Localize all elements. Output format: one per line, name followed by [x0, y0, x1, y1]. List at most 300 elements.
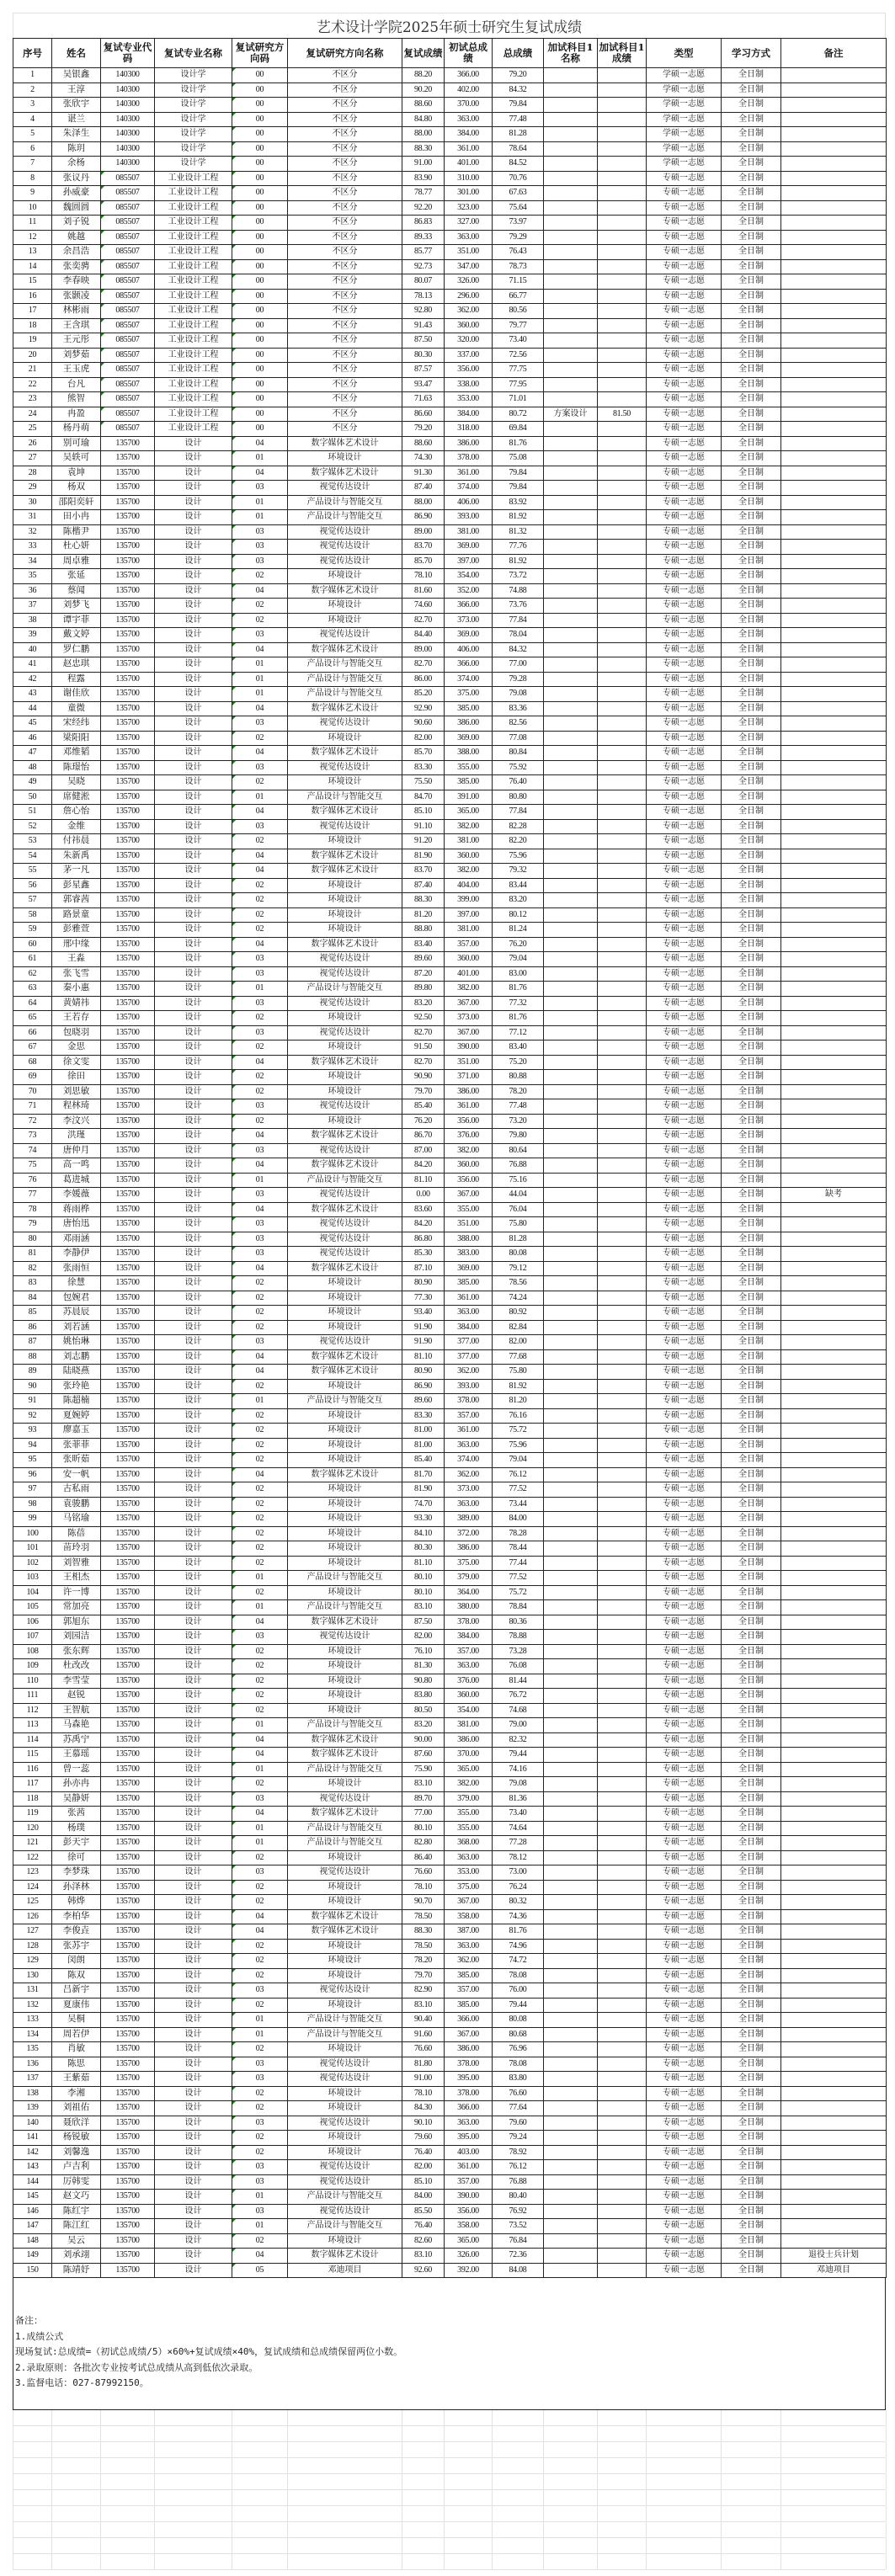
- name-cell: 唐仲月: [52, 1143, 101, 1158]
- remarks-cell: [781, 1041, 887, 1056]
- grid-line: [492, 2522, 493, 2537]
- extra-subject-score-cell: [598, 1011, 647, 1026]
- extra-subject-name-cell: [544, 1276, 598, 1291]
- study-mode-cell: 全日制: [722, 1055, 781, 1070]
- extra-subject-score-cell: [598, 966, 647, 982]
- grid-line: [646, 2490, 647, 2505]
- table-row: [13, 2086, 887, 2101]
- table-row: [13, 1674, 887, 1689]
- extra-subject-score-cell: [598, 1025, 647, 1041]
- type-cell: 专硕一志愿: [647, 1011, 722, 1026]
- grid-line: [100, 2506, 101, 2521]
- type-cell: 专硕一志愿: [647, 554, 722, 569]
- type-cell: 专硕一志愿: [647, 1276, 722, 1291]
- total-score-cell: 82.56: [493, 716, 544, 732]
- seq-cell: 116: [13, 1762, 52, 1777]
- seq-cell: 136: [13, 2057, 52, 2072]
- major-name-cell: 设计: [155, 923, 232, 938]
- direction-name-cell: 数字媒体艺术设计: [288, 937, 402, 952]
- major-code-cell: 135700: [101, 1600, 155, 1615]
- name-cell: 刘承翊: [52, 2249, 101, 2264]
- major-code-cell: 135700: [101, 599, 155, 614]
- seq-cell: 4: [13, 112, 52, 127]
- total-score-cell: 73.00: [493, 1865, 544, 1881]
- major-code-cell: 135700: [101, 481, 155, 496]
- direction-code-cell: 03: [232, 1335, 288, 1350]
- table-row: [13, 98, 887, 113]
- initial-score-cell: 363.00: [445, 1438, 493, 1453]
- table-row: [13, 68, 887, 83]
- retest-score-cell: 89.33: [402, 230, 445, 245]
- major-code-cell: 135700: [101, 657, 155, 673]
- extra-subject-name-cell: [544, 1732, 598, 1748]
- major-name-cell: 设计: [155, 2219, 232, 2234]
- direction-name-cell: 环境设计: [288, 1320, 402, 1335]
- name-cell: 安一帆: [52, 1467, 101, 1482]
- initial-score-cell: 357.00: [445, 937, 493, 952]
- grid-line: [597, 2522, 598, 2537]
- type-cell: 专硕一志愿: [647, 746, 722, 761]
- retest-score-cell: 87.50: [402, 1615, 445, 1630]
- direction-name-cell: 环境设计: [288, 775, 402, 790]
- major-name-cell: 设计: [155, 1453, 232, 1468]
- retest-score-cell: 84.00: [402, 2190, 445, 2205]
- table-row: [13, 672, 887, 687]
- direction-name-cell: 数字媒体艺术设计: [288, 642, 402, 657]
- extra-subject-score-cell: [598, 849, 647, 864]
- major-code-cell: 135700: [101, 731, 155, 746]
- empty-grid-row: [13, 2506, 886, 2522]
- extra-subject-name-cell: [544, 731, 598, 746]
- table-row: [13, 2233, 887, 2249]
- type-cell: 专硕一志愿: [647, 1055, 722, 1070]
- retest-score-cell: 77.30: [402, 1291, 445, 1306]
- initial-score-cell: 362.00: [445, 1467, 493, 1482]
- extra-subject-name-cell: [544, 1482, 598, 1498]
- retest-score-cell: 85.40: [402, 1099, 445, 1115]
- type-cell: 专硕一志愿: [647, 2160, 722, 2175]
- table-row: [13, 1114, 887, 1129]
- extra-subject-name-cell: [544, 554, 598, 569]
- seq-cell: 89: [13, 1365, 52, 1380]
- major-name-cell: 设计: [155, 583, 232, 599]
- direction-code-cell: 02: [232, 1674, 288, 1689]
- extra-subject-name-cell: [544, 318, 598, 333]
- name-cell: 李媛薇: [52, 1188, 101, 1203]
- major-code-cell: 085507: [101, 304, 155, 319]
- extra-subject-name-cell: [544, 2174, 598, 2190]
- total-score-cell: 80.08: [493, 1247, 544, 1262]
- score-sheet: [13, 13, 886, 2410]
- remarks-cell: [781, 216, 887, 231]
- direction-code-cell: 00: [232, 289, 288, 304]
- initial-score-cell: 301.00: [445, 186, 493, 201]
- direction-name-cell: 数字媒体艺术设计: [288, 1615, 402, 1630]
- major-code-cell: 135700: [101, 2233, 155, 2249]
- extra-subject-score-cell: [598, 952, 647, 967]
- initial-score-cell: 375.00: [445, 1556, 493, 1571]
- direction-code-cell: 03: [232, 2072, 288, 2087]
- direction-name-cell: 产品设计与智能交互: [288, 2219, 402, 2234]
- retest-score-cell: 80.10: [402, 1585, 445, 1600]
- direction-name-cell: 产品设计与智能交互: [288, 1394, 402, 1409]
- type-cell: 专硕一志愿: [647, 716, 722, 732]
- direction-code-cell: 03: [232, 1865, 288, 1881]
- remarks-cell: [781, 1571, 887, 1586]
- remarks-cell: [781, 2174, 887, 2190]
- name-cell: 邓雨涵: [52, 1232, 101, 1247]
- table-row: [13, 186, 887, 201]
- major-name-cell: 设计: [155, 1261, 232, 1276]
- direction-name-cell: 环境设计: [288, 1777, 402, 1792]
- table-row: [13, 701, 887, 716]
- initial-score-cell: 382.00: [445, 982, 493, 997]
- major-code-cell: 135700: [101, 2101, 155, 2116]
- seq-cell: 119: [13, 1807, 52, 1822]
- initial-score-cell: 386.00: [445, 1541, 493, 1557]
- table-row: [13, 1983, 887, 1999]
- direction-code-cell: 04: [232, 466, 288, 481]
- grid-line: [597, 2506, 598, 2521]
- table-row: [13, 1438, 887, 1453]
- total-score-cell: 84.32: [493, 82, 544, 98]
- remarks-cell: [781, 1777, 887, 1792]
- extra-subject-name-cell: [544, 2219, 598, 2234]
- major-code-cell: 135700: [101, 687, 155, 702]
- direction-name-cell: 数字媒体艺术设计: [288, 2249, 402, 2264]
- initial-score-cell: 379.00: [445, 1791, 493, 1807]
- total-score-cell: 79.84: [493, 98, 544, 113]
- name-cell: 陈超楠: [52, 1394, 101, 1409]
- major-name-cell: 设计: [155, 1438, 232, 1453]
- total-score-cell: 81.92: [493, 510, 544, 525]
- total-score-cell: 76.84: [493, 2233, 544, 2249]
- direction-name-cell: 环境设计: [288, 1954, 402, 1969]
- major-code-cell: 135700: [101, 1158, 155, 1174]
- major-name-cell: 设计: [155, 613, 232, 628]
- major-name-cell: 设计: [155, 1954, 232, 1969]
- remarks-cell: [781, 1762, 887, 1777]
- extra-subject-score-cell: [598, 1055, 647, 1070]
- grid-line: [100, 2410, 101, 2425]
- initial-score-cell: 367.00: [445, 2027, 493, 2042]
- direction-name-cell: 视觉传达设计: [288, 628, 402, 643]
- initial-score-cell: 382.00: [445, 1777, 493, 1792]
- major-name-cell: 工业设计工程: [155, 318, 232, 333]
- extra-subject-score-cell: [598, 1424, 647, 1439]
- extra-subject-score-cell: [598, 495, 647, 510]
- direction-code-cell: 03: [232, 819, 288, 834]
- remarks-cell: [781, 834, 887, 849]
- extra-subject-name-cell: [544, 923, 598, 938]
- extra-subject-name-cell: [544, 1232, 598, 1247]
- table-row: [13, 451, 887, 466]
- table-row: [13, 2219, 887, 2234]
- study-mode-cell: 全日制: [722, 481, 781, 496]
- direction-name-cell: 数字媒体艺术设计: [288, 1732, 402, 1748]
- direction-name-cell: 数字媒体艺术设计: [288, 1807, 402, 1822]
- study-mode-cell: 全日制: [722, 1615, 781, 1630]
- remarks-cell: [781, 569, 887, 584]
- type-cell: 专硕一志愿: [647, 289, 722, 304]
- direction-name-cell: 不区分: [288, 363, 402, 378]
- name-cell: 苏禹宁: [52, 1732, 101, 1748]
- name-cell: 陈双: [52, 1968, 101, 1983]
- remarks-cell: [781, 2116, 887, 2131]
- extra-subject-score-cell: [598, 1924, 647, 1940]
- remarks-cell: [781, 1748, 887, 1763]
- type-cell: 专硕一志愿: [647, 245, 722, 260]
- retest-score-cell: 88.30: [402, 1924, 445, 1940]
- direction-name-cell: 产品设计与智能交互: [288, 657, 402, 673]
- study-mode-cell: 全日制: [722, 289, 781, 304]
- grid-line: [444, 2506, 445, 2521]
- type-cell: 专硕一志愿: [647, 1025, 722, 1041]
- type-cell: 专硕一志愿: [647, 1762, 722, 1777]
- extra-subject-name-cell: [544, 569, 598, 584]
- name-cell: 曾一蕊: [52, 1762, 101, 1777]
- direction-code-cell: 00: [232, 392, 288, 407]
- major-name-cell: 设计: [155, 2086, 232, 2101]
- name-cell: 邓维韬: [52, 746, 101, 761]
- extra-subject-name-cell: [544, 112, 598, 127]
- total-score-cell: 77.44: [493, 1556, 544, 1571]
- type-cell: 学硕一志愿: [647, 157, 722, 172]
- table-row: [13, 657, 887, 673]
- grid-line: [492, 2410, 493, 2425]
- major-code-cell: 135700: [101, 1526, 155, 1541]
- direction-name-cell: 产品设计与智能交互: [288, 495, 402, 510]
- extra-subject-score-cell: [598, 82, 647, 98]
- study-mode-cell: 全日制: [722, 2042, 781, 2057]
- table-row: [13, 348, 887, 363]
- total-score-cell: 83.92: [493, 495, 544, 510]
- total-score-cell: 44.04: [493, 1188, 544, 1203]
- table-row: [13, 1762, 887, 1777]
- seq-cell: 65: [13, 1011, 52, 1026]
- name-cell: 李湘: [52, 2086, 101, 2101]
- initial-score-cell: 361.00: [445, 466, 493, 481]
- col-header-seq: 序号: [13, 39, 52, 68]
- retest-score-cell: 86.40: [402, 1850, 445, 1865]
- remarks-cell: [781, 1217, 887, 1232]
- study-mode-cell: 全日制: [722, 422, 781, 437]
- major-code-cell: 135700: [101, 451, 155, 466]
- type-cell: 学硕一志愿: [647, 112, 722, 127]
- name-cell: 刘梦茹: [52, 348, 101, 363]
- seq-cell: 55: [13, 864, 52, 879]
- direction-name-cell: 环境设计: [288, 569, 402, 584]
- table-body: [13, 68, 887, 2278]
- table-row: [13, 2174, 887, 2190]
- direction-code-cell: 01: [232, 672, 288, 687]
- seq-cell: 107: [13, 1630, 52, 1645]
- retest-score-cell: 76.60: [402, 2042, 445, 2057]
- retest-score-cell: 76.20: [402, 1114, 445, 1129]
- direction-name-cell: 产品设计与智能交互: [288, 982, 402, 997]
- name-cell: 王含琪: [52, 318, 101, 333]
- name-cell: 魏圆圆: [52, 200, 101, 216]
- remarks-cell: [781, 1630, 887, 1645]
- seq-cell: 67: [13, 1041, 52, 1056]
- initial-score-cell: 367.00: [445, 1025, 493, 1041]
- total-score-cell: 74.64: [493, 1821, 544, 1836]
- name-cell: 陈蓓: [52, 1526, 101, 1541]
- major-code-cell: 135700: [101, 2190, 155, 2205]
- seq-cell: 3: [13, 98, 52, 113]
- direction-name-cell: 视觉传达设计: [288, 2204, 402, 2219]
- name-cell: 葛进城: [52, 1173, 101, 1188]
- table-row: [13, 157, 887, 172]
- retest-score-cell: 88.30: [402, 893, 445, 908]
- major-name-cell: 设计: [155, 1497, 232, 1512]
- retest-score-cell: 90.20: [402, 82, 445, 98]
- direction-code-cell: 03: [232, 1099, 288, 1115]
- seq-cell: 2: [13, 82, 52, 98]
- major-name-cell: 设计: [155, 834, 232, 849]
- type-cell: 专硕一志愿: [647, 2174, 722, 2190]
- total-score-cell: 78.08: [493, 2057, 544, 2072]
- retest-score-cell: 83.40: [402, 937, 445, 952]
- seq-cell: 118: [13, 1791, 52, 1807]
- extra-subject-name-cell: [544, 982, 598, 997]
- retest-score-cell: 84.40: [402, 628, 445, 643]
- major-name-cell: 设计: [155, 1512, 232, 1527]
- total-score-cell: 73.28: [493, 1644, 544, 1659]
- major-code-cell: 135700: [101, 1482, 155, 1498]
- direction-name-cell: 产品设计与智能交互: [288, 1836, 402, 1851]
- total-score-cell: 80.12: [493, 907, 544, 923]
- study-mode-cell: 全日制: [722, 2086, 781, 2101]
- grid-line: [444, 2458, 445, 2473]
- name-cell: 周若伊: [52, 2027, 101, 2042]
- direction-name-cell: 环境设计: [288, 1659, 402, 1674]
- grid-line: [154, 2490, 155, 2505]
- study-mode-cell: 全日制: [722, 1335, 781, 1350]
- total-score-cell: 83.80: [493, 2072, 544, 2087]
- seq-cell: 19: [13, 333, 52, 349]
- major-code-cell: 135700: [101, 1850, 155, 1865]
- seq-cell: 94: [13, 1438, 52, 1453]
- type-cell: 专硕一志愿: [647, 834, 722, 849]
- major-code-cell: 135700: [101, 1143, 155, 1158]
- study-mode-cell: 全日制: [722, 1732, 781, 1748]
- major-name-cell: 设计: [155, 540, 232, 555]
- major-code-cell: 135700: [101, 2131, 155, 2146]
- seq-cell: 134: [13, 2027, 52, 2042]
- study-mode-cell: 全日制: [722, 2027, 781, 2042]
- study-mode-cell: 全日制: [722, 436, 781, 451]
- direction-code-cell: 00: [232, 127, 288, 142]
- initial-score-cell: 395.00: [445, 2131, 493, 2146]
- initial-score-cell: 384.00: [445, 1630, 493, 1645]
- direction-code-cell: 04: [232, 1055, 288, 1070]
- table-row: [13, 466, 887, 481]
- grid-line: [597, 2554, 598, 2569]
- initial-score-cell: 326.00: [445, 2249, 493, 2264]
- study-mode-cell: 全日制: [722, 1349, 781, 1365]
- retest-score-cell: 78.10: [402, 1880, 445, 1895]
- type-cell: 专硕一志愿: [647, 2233, 722, 2249]
- grid-line: [646, 2506, 647, 2521]
- initial-score-cell: 361.00: [445, 141, 493, 157]
- type-cell: 专硕一志愿: [647, 392, 722, 407]
- name-cell: 王元彤: [52, 333, 101, 349]
- extra-subject-name-cell: [544, 348, 598, 363]
- major-code-cell: 135700: [101, 1291, 155, 1306]
- table-row: [13, 304, 887, 319]
- major-name-cell: 设计: [155, 466, 232, 481]
- remarks-cell: [781, 1674, 887, 1689]
- initial-score-cell: 378.00: [445, 451, 493, 466]
- grid-line: [721, 2554, 722, 2569]
- grid-line: [721, 2442, 722, 2457]
- results-table: [13, 38, 887, 2278]
- study-mode-cell: 全日制: [722, 805, 781, 820]
- table-row: [13, 1689, 887, 1704]
- retest-score-cell: 85.30: [402, 1247, 445, 1262]
- name-cell: 谌兰: [52, 112, 101, 127]
- table-row: [13, 907, 887, 923]
- direction-code-cell: 02: [232, 1968, 288, 1983]
- remarks-cell: [781, 495, 887, 510]
- total-score-cell: 79.28: [493, 672, 544, 687]
- initial-score-cell: 374.00: [445, 672, 493, 687]
- extra-subject-score-cell: [598, 2086, 647, 2101]
- direction-name-cell: 视觉传达设计: [288, 2160, 402, 2175]
- extra-subject-name-cell: [544, 1099, 598, 1115]
- name-cell: 陆晓燕: [52, 1365, 101, 1380]
- retest-score-cell: 88.60: [402, 98, 445, 113]
- grid-line: [444, 2474, 445, 2489]
- table-row: [13, 1791, 887, 1807]
- major-code-cell: 135700: [101, 1762, 155, 1777]
- remarks-cell: [781, 937, 887, 952]
- major-code-cell: 135700: [101, 1217, 155, 1232]
- study-mode-cell: 全日制: [722, 996, 781, 1011]
- extra-subject-name-cell: [544, 200, 598, 216]
- study-mode-cell: 全日制: [722, 1497, 781, 1512]
- major-name-cell: 工业设计工程: [155, 200, 232, 216]
- total-score-cell: 78.04: [493, 628, 544, 643]
- extra-subject-name-cell: [544, 849, 598, 864]
- major-name-cell: 设计: [155, 2013, 232, 2028]
- total-score-cell: 80.64: [493, 1143, 544, 1158]
- table-row: [13, 1939, 887, 1954]
- table-row: [13, 1306, 887, 1321]
- name-cell: 洪瑾: [52, 1129, 101, 1144]
- grid-line: [646, 2474, 647, 2489]
- seq-cell: 24: [13, 407, 52, 422]
- seq-cell: 123: [13, 1865, 52, 1881]
- type-cell: 专硕一志愿: [647, 171, 722, 186]
- table-row: [13, 1909, 887, 1924]
- extra-subject-name-cell: [544, 289, 598, 304]
- table-row: [13, 377, 887, 392]
- col-header-remarks: 备注: [781, 39, 887, 68]
- extra-subject-name-cell: [544, 1895, 598, 1910]
- major-name-cell: 设计: [155, 1571, 232, 1586]
- initial-score-cell: 356.00: [445, 1173, 493, 1188]
- direction-code-cell: 04: [232, 1202, 288, 1217]
- type-cell: 专硕一志愿: [647, 540, 722, 555]
- extra-subject-score-cell: [598, 540, 647, 555]
- direction-code-cell: 03: [232, 2057, 288, 2072]
- name-cell: 李春映: [52, 274, 101, 290]
- extra-subject-name-cell: [544, 775, 598, 790]
- major-code-cell: 135700: [101, 466, 155, 481]
- direction-code-cell: 02: [232, 1689, 288, 1704]
